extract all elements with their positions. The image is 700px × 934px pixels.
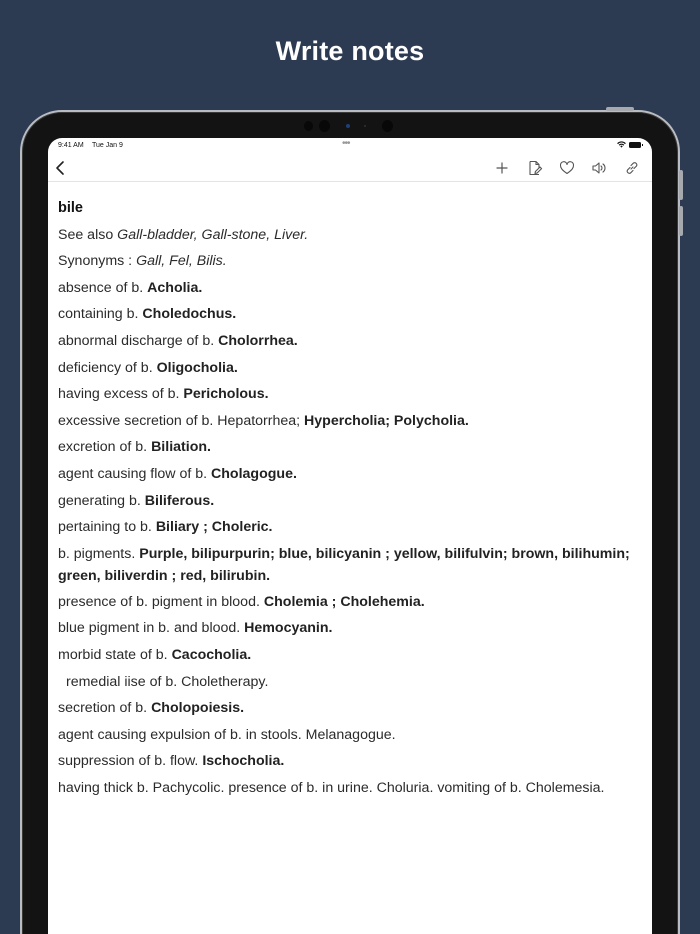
definition-text: remedial iise of b. Choletherapy. [66, 673, 269, 690]
definition-term: Ischocholia. [202, 753, 285, 770]
definition-line [58, 669, 642, 696]
definition-line [58, 695, 642, 722]
chevron-left-icon [53, 160, 69, 176]
see-also-label: See also [58, 226, 118, 243]
definition-term: Choledochus. [142, 306, 237, 323]
link-icon [624, 160, 640, 176]
pronounce-button[interactable] [588, 157, 610, 179]
definition-line [58, 748, 642, 775]
definition-term: Cholagogue. [211, 465, 297, 482]
definition-line [58, 434, 642, 461]
heart-icon [559, 160, 575, 176]
volume-down-button [679, 206, 683, 236]
definition-term: Hemocyanin. [244, 620, 333, 637]
status-bar [48, 138, 652, 152]
definition-text: having excess of b. [58, 386, 184, 403]
battery-icon [629, 142, 641, 148]
definition-line [58, 488, 642, 515]
definition-text: excretion of b. [58, 439, 152, 456]
camera-icon [346, 124, 350, 128]
favorite-button[interactable] [556, 157, 578, 179]
volume-up-button [679, 170, 683, 200]
definition-line [58, 275, 642, 302]
definition-text: abnormal discharge of b. [58, 332, 219, 349]
top-button [606, 107, 634, 111]
definition-term: Hypercholia; Polycholia. [304, 412, 469, 429]
tablet-frame [20, 110, 680, 934]
headline: Write notes [275, 36, 425, 66]
speaker-icon [591, 160, 607, 176]
write-note-button[interactable] [524, 157, 546, 179]
definition-line [58, 328, 642, 355]
screen [48, 138, 652, 934]
status-date: Tue Jan 9 [92, 142, 123, 149]
definition-term: Biliferous. [144, 492, 215, 509]
definition-text: deficiency of b. [58, 359, 157, 376]
definition-text: having thick b. Pachycolic. presence of b. in urine. Choluria. vomiting of b. Cholemesia. [58, 779, 605, 796]
definition-line [58, 301, 642, 328]
definition-line [58, 722, 642, 749]
definition-line [58, 408, 642, 435]
definition-term: Oligocholia. [156, 359, 238, 376]
see-also-links[interactable]: Gall-bladder, Gall-stone, Liver. [117, 226, 309, 243]
back-button[interactable] [50, 157, 72, 179]
definition-term: Biliary ; Choleric. [155, 519, 273, 536]
definition-text: absence of b. [58, 279, 148, 296]
multitasking-dots[interactable]: ••• [342, 138, 350, 149]
entry-title: bile [58, 200, 83, 216]
definition-term: Biliation. [151, 439, 211, 456]
definition-text: blue pigment in b. and blood. [58, 620, 245, 637]
definition-line [58, 461, 642, 488]
sensor-icon [304, 121, 313, 131]
definition-text: secretion of b. [58, 700, 152, 717]
dictionary-entry [58, 195, 642, 801]
add-button[interactable] [491, 157, 513, 179]
see-also-line [58, 222, 642, 249]
definition-line [58, 615, 642, 642]
link-button[interactable] [621, 157, 643, 179]
definition-term: Cholemia ; Cholehemia. [263, 593, 425, 610]
synonyms-terms: Gall, Fel, Bilis. [136, 253, 227, 270]
definition-line [58, 775, 642, 802]
definition-term: Pericholous. [183, 386, 269, 403]
synonyms-line [58, 248, 642, 275]
definition-text: pertaining to b. [58, 519, 156, 536]
sensor-icon [382, 120, 393, 132]
definition-line [58, 381, 642, 408]
definition-text: excessive secretion of b. Hepatorrhea; [58, 412, 305, 429]
edit-note-icon [527, 160, 543, 176]
sensor-icon [364, 125, 366, 127]
definition-term: Acholia. [147, 279, 203, 296]
navigation-bar [48, 152, 652, 182]
wifi-icon [617, 141, 626, 150]
status-time: 9:41 AM [58, 142, 84, 149]
definition-term: Cholopoiesis. [151, 700, 245, 717]
synonyms-label: Synonyms : [58, 253, 137, 270]
definition-text: b. pigments. [58, 545, 140, 562]
definition-term: Cholorrhea. [218, 332, 298, 349]
definition-text: suppression of b. flow. [58, 753, 203, 770]
plus-icon [494, 160, 510, 176]
sensor-icon [319, 120, 330, 132]
camera-bar [302, 118, 402, 134]
definition-text: presence of b. pigment in blood. [58, 593, 264, 610]
definition-term: Cacocholia. [171, 646, 252, 663]
definition-text: agent causing expulsion of b. in stools. Melanagogue. [58, 726, 396, 743]
definition-line [58, 355, 642, 382]
definition-line [58, 589, 642, 616]
definition-term: Purple, bilipurpurin; blue, bilicyanin ; yellow, bilifulvin; brown, bilihumin; green, biliverdin ; red, bilirubin. [58, 545, 630, 584]
definition-text: agent causing flow of b. [58, 465, 212, 482]
definition-line [58, 541, 642, 589]
definition-line [58, 642, 642, 669]
definition-text: generating b. [58, 492, 145, 509]
definition-text: morbid state of b. [58, 646, 172, 663]
definition-text: containing b. [58, 306, 143, 323]
definition-line [58, 514, 642, 541]
